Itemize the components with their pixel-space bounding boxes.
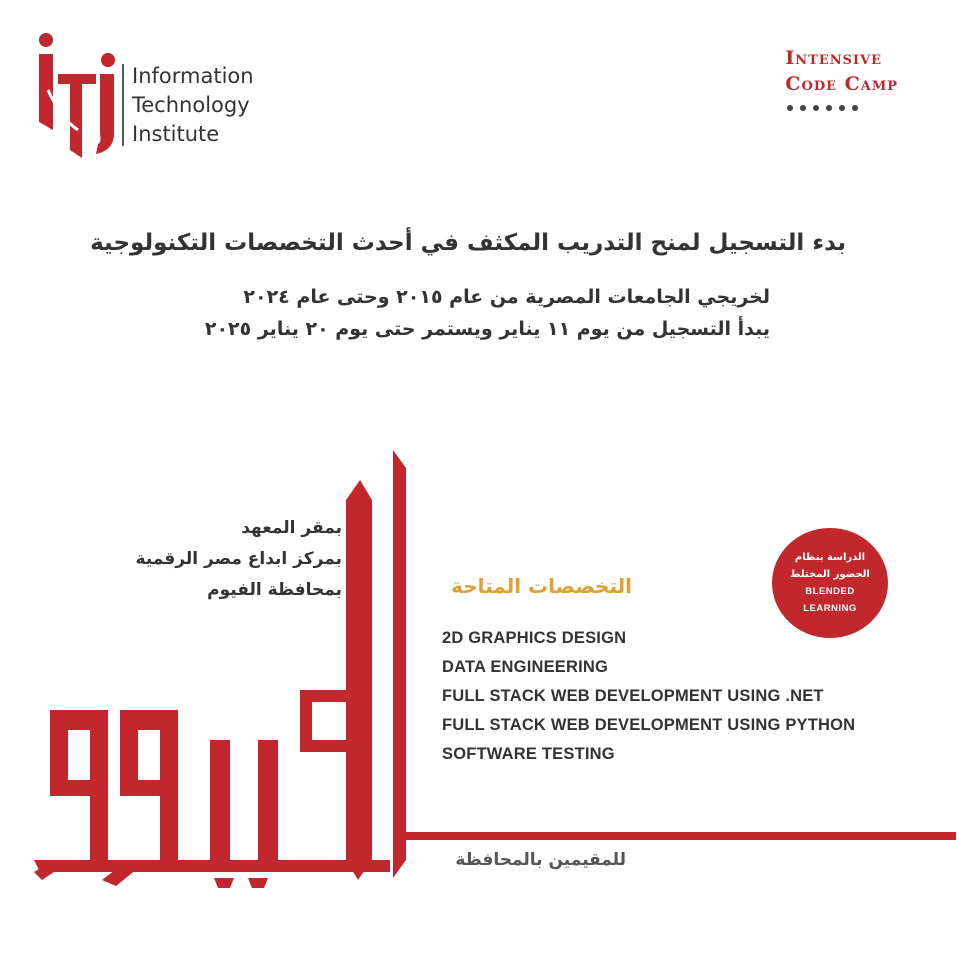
logo-line-institute: Institute (132, 122, 220, 146)
specialty-item: SOFTWARE TESTING (442, 745, 615, 763)
badge-line-3: BLENDED (805, 586, 855, 597)
specialty-item: DATA ENGINEERING (442, 658, 609, 676)
specialties-list (442, 624, 855, 769)
location-line-1: بمقر المعهد (241, 518, 342, 538)
blended-learning-badge (772, 528, 888, 638)
location-block (136, 513, 342, 606)
camp-line-intensive: Intensive (785, 47, 883, 69)
logo-line-technology: Technology (132, 93, 250, 117)
announcement-headline: بدء التسجيل لمنح التدريب المكثف في أحدث التخصصات التكنولوجية (90, 230, 846, 256)
specialty-item: FULL STACK WEB DEVELOPMENT USING PYTHON (442, 716, 856, 734)
residents-note: للمقيمين بالمحافظة (455, 850, 626, 870)
badge-line-1: الدراسة بنظام (794, 552, 866, 563)
specialty-item: FULL STACK WEB DEVELOPMENT USING .NET (442, 687, 824, 705)
specialties-title: التخصصات المتاحة (451, 574, 632, 598)
location-line-3: بمحافظة الفيوم (207, 580, 342, 600)
camp-line-code-camp: Code Camp (785, 73, 898, 95)
location-line-2: بمركز ابداع مصر الرقمية (135, 549, 342, 569)
code-camp-title (785, 45, 898, 111)
iti-logo-icon (36, 30, 120, 160)
camp-dots (787, 105, 898, 111)
registration-dates-text: يبدأ التسجيل من يوم ١١ يناير ويستمر حتى يوم ٢٠ يناير ٢٠٢٥ (204, 318, 770, 340)
logo-line-information: Information (132, 64, 254, 88)
specialty-item: 2D GRAPHICS DESIGN (442, 629, 627, 647)
eligibility-text: لخريجي الجامعات المصرية من عام ٢٠١٥ وحتى عام ٢٠٢٤ (243, 286, 770, 308)
logo-divider (122, 64, 124, 146)
badge-line-4: LEARNING (803, 603, 857, 614)
badge-line-2: الحضور المختلط (790, 569, 870, 580)
logo-text (132, 62, 254, 149)
